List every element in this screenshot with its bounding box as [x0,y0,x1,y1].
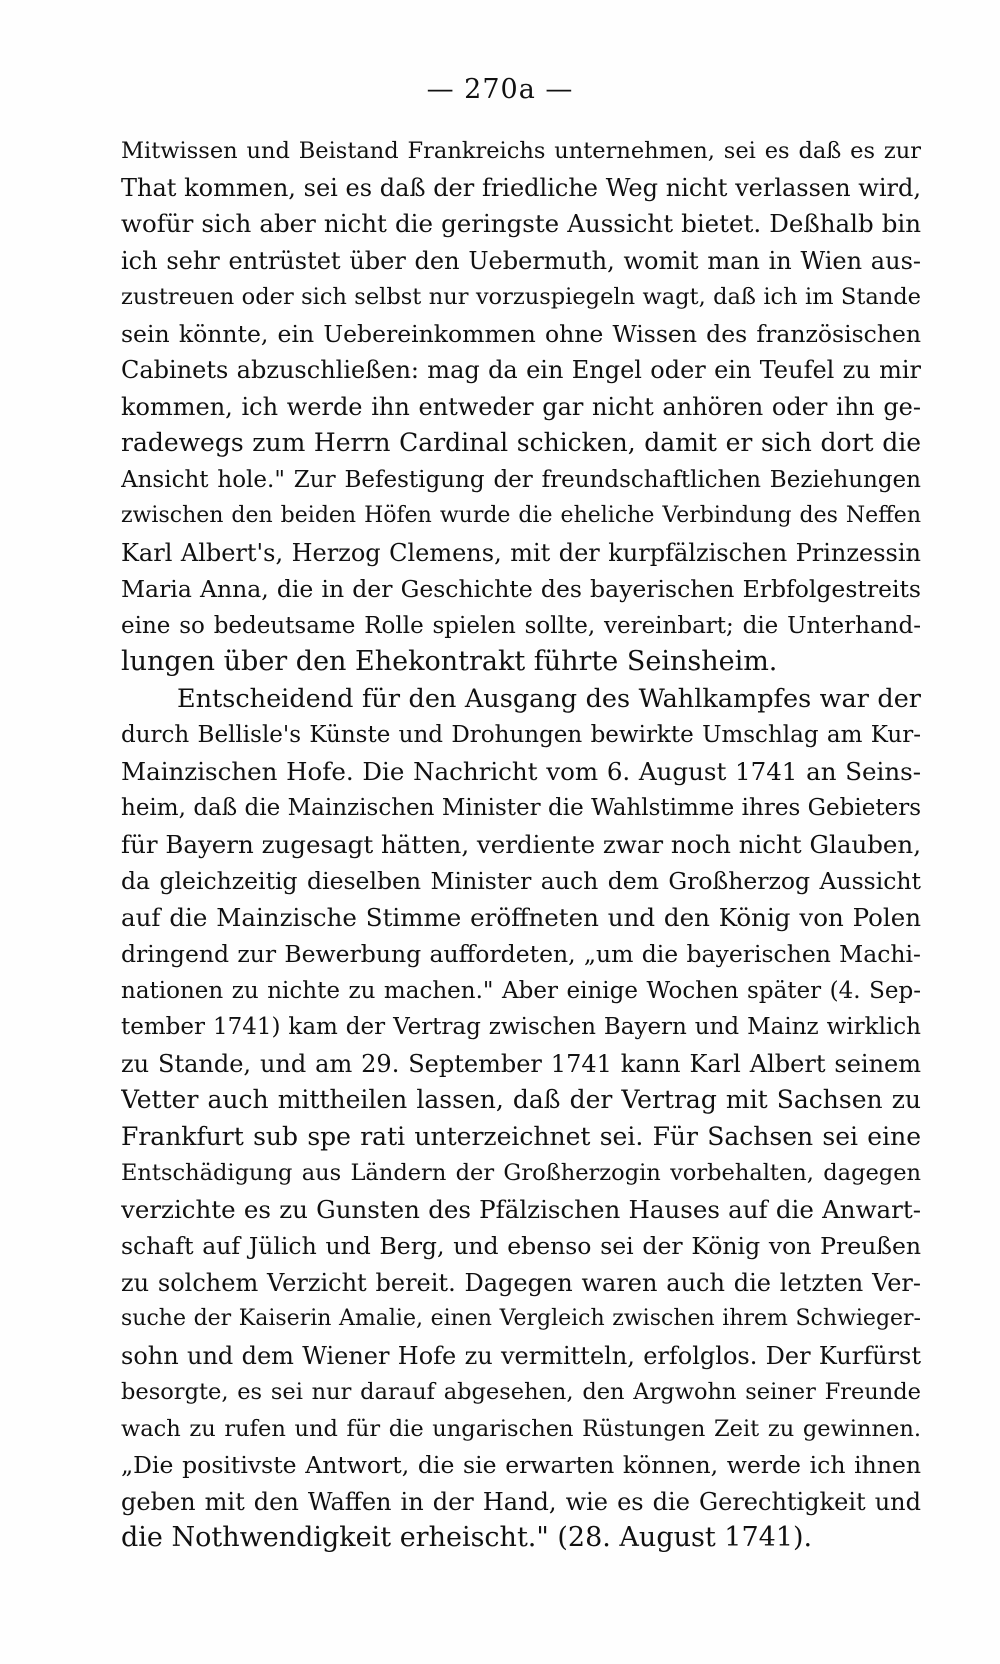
text-line: dringend zur Bewerbung auffordeten, „um die bayerischen Machi- [121,940,921,968]
text-line: zwischen den beiden Höfen wurde die eheliche Verbindung des Neffen [121,503,921,528]
text-line: sohn und dem Wiener Hofe zu vermitteln, erfolglos. Der Kurfürst [121,1341,921,1370]
text-line: verzichte es zu Gunsten des Pfälzischen Hauses auf die Anwart- [121,1194,921,1224]
text-line: Entschädigung aus Ländern der Großherzogin vorbehalten, dagegen [121,1160,921,1186]
text-line: nationen zu nichte zu machen." Aber einige Wochen später (4. Sep- [121,977,921,1004]
text-line: That kommen, sei es daß der friedliche Weg nicht verlassen wird, [121,173,921,202]
text-line: geben mit den Waffen in der Hand, wie es die Gerechtigkeit und [121,1487,921,1516]
text-line: Entscheidend für den Ausgang des Wahlkampfes war der [177,683,921,714]
page-number: — 270a — [426,74,574,105]
text-line: Cabinets abzuschließen: mag da ein Engel oder ein Teufel zu mir [121,356,921,384]
text-line: radewegs zum Herrn Cardinal schicken, damit er sich dort die [121,428,921,457]
text-line: Mitwissen und Beistand Frankreichs unternehmen, sei es daß es zur [121,138,921,164]
text-line: zu Stande, und am 29. September 1741 kann Karl Albert seinem [121,1049,921,1078]
text-line: Maria Anna, die in der Geschichte des bayerischen Erbfolgestreits [121,575,921,603]
text-line: wofür sich aber nicht die geringste Aussicht bietet. Deßhalb bin [121,209,921,238]
text-line: wach zu rufen und für die ungarischen Rüstungen Zeit zu gewinnen. [121,1415,921,1442]
text-line: sein könnte, ein Uebereinkommen ohne Wissen des französischen [121,319,921,348]
text-line: für Bayern zugesagt hätten, verdiente zwar noch nicht Glauben, [121,829,921,859]
text-line: kommen, ich werde ihn entweder gar nicht anhören oder ihn ge- [121,392,921,421]
text-line: Ansicht hole." Zur Befestigung der freundschaftlichen Beziehungen [121,466,921,493]
text-line: eine so bedeutsame Rolle spielen sollte, vereinbart; die Unterhand- [121,612,921,639]
text-line: Karl Albert's, Herzog Clemens, mit der kurpfälzischen Prinzessin [121,538,921,567]
text-line: besorgte, es sei nur darauf abgesehen, den Argwohn seiner Freunde [121,1379,921,1405]
text-line: die Nothwendigkeit erheischt." (28. August 1741). [121,1522,813,1553]
text-line: heim, daß die Mainzischen Minister die Wahlstimme ihres Gebieters [121,795,921,821]
text-line: „Die positivste Antwort, die sie erwarten können, werde ich ihnen [121,1451,921,1479]
text-line: zustreuen oder sich selbst nur vorzuspiegeln wagt, daß ich im Stande [121,284,921,310]
body-text [121,133,921,1557]
text-line: ich sehr entrüstet über den Uebermuth, womit man in Wien aus- [121,246,921,275]
text-line: durch Bellisle's Künste und Drohungen bewirkte Umschlag am Kur- [121,722,921,748]
text-line: lungen über den Ehekontrakt führte Seinsheim. [121,646,778,677]
text-line: Mainzischen Hofe. Die Nachricht vom 6. August 1741 an Seins- [121,756,921,786]
text-line: auf die Mainzische Stimme eröffneten und den König von Polen [121,902,921,932]
text-line: schaft auf Jülich und Berg, und ebenso sei der König von Preußen [121,1232,921,1260]
text-line: Vetter auch mittheilen lassen, daß der Vertrag mit Sachsen zu [121,1085,921,1114]
text-line: tember 1741) kam der Vertrag zwischen Bayern und Mainz wirklich [121,1014,921,1040]
text-line: Frankfurt sub spe rati unterzeichnet sei. Für Sachsen sei eine [121,1121,921,1151]
text-line: zu solchem Verzicht bereit. Dagegen waren auch die letzten Ver- [121,1268,921,1297]
text-line: suche der Kaiserin Amalie, einen Vergleich zwischen ihrem Schwieger- [121,1306,921,1331]
text-line: da gleichzeitig dieselben Minister auch dem Großherzog Aussicht [121,867,921,895]
